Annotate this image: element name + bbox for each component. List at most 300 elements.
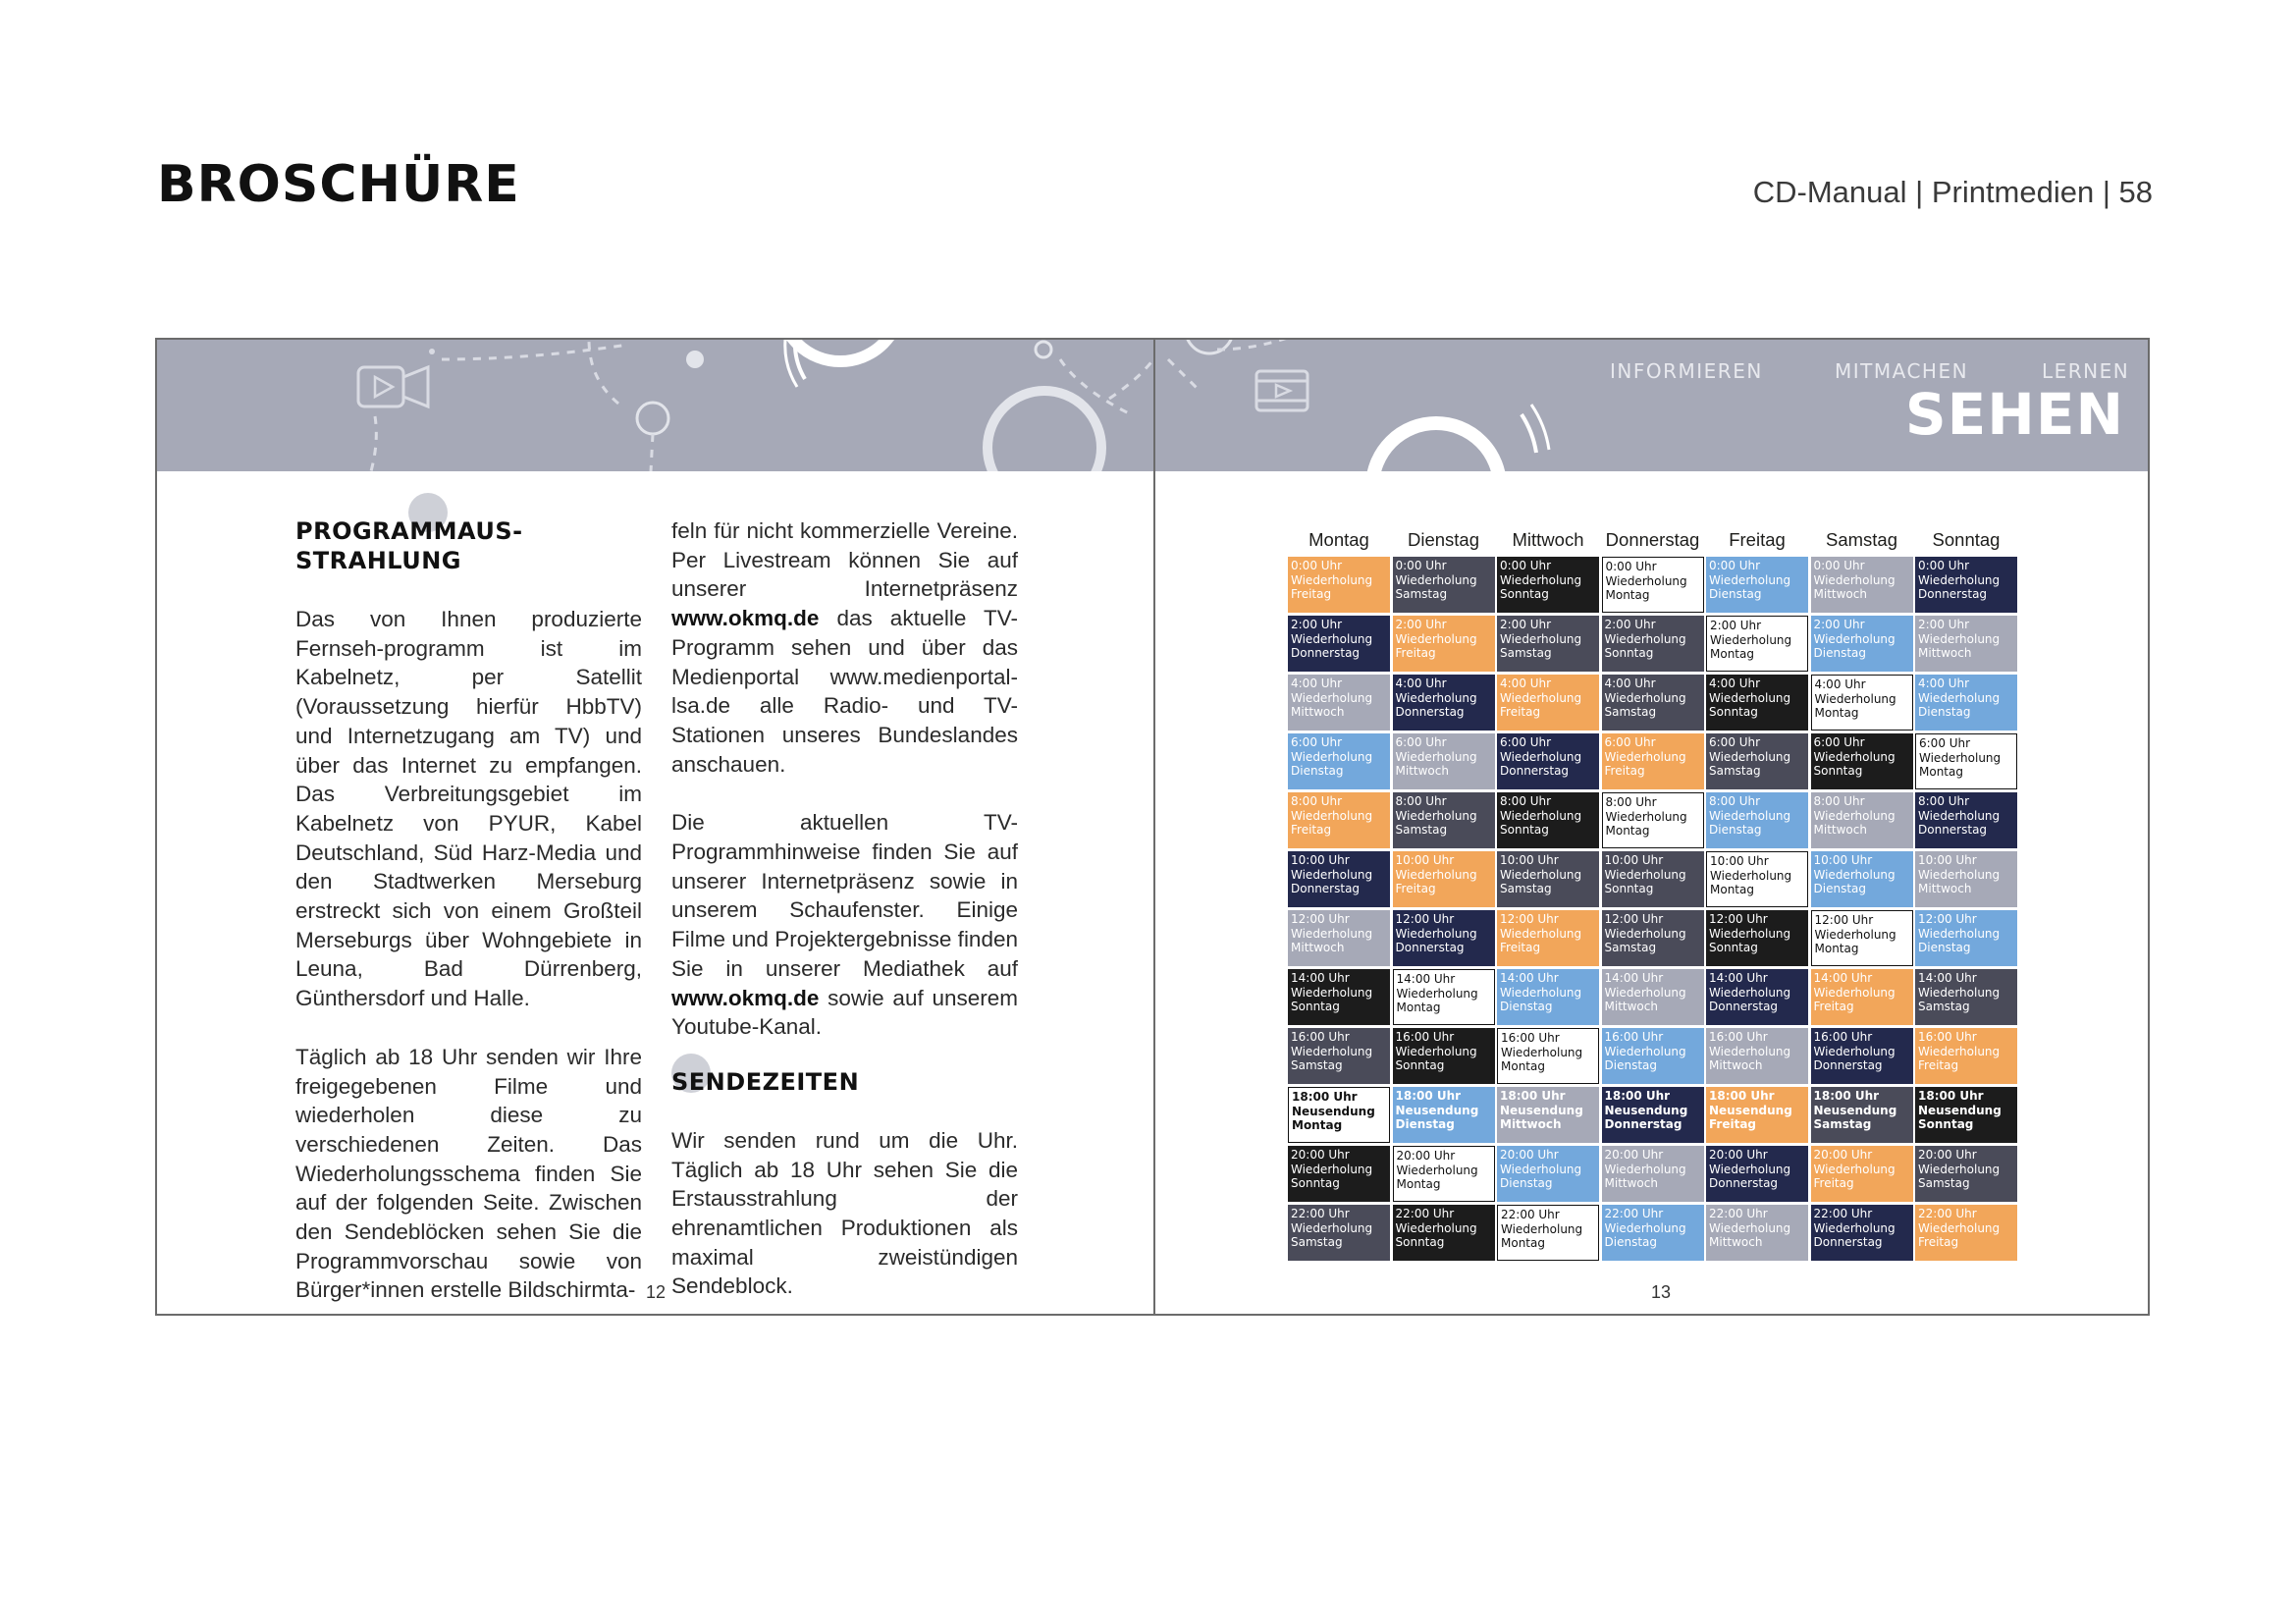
cell-day: Samstag [1500, 882, 1552, 895]
left-column-1 [295, 516, 642, 1334]
cell-time: 16:00 Uhr [1291, 1030, 1350, 1044]
schedule-cell [1288, 1146, 1390, 1202]
cell-kind: Wiederholung [1918, 1044, 2001, 1058]
schedule-cell [1811, 675, 1913, 731]
schedule-cell [1602, 1087, 1704, 1143]
schedule-cell [1706, 1146, 1808, 1202]
heading-sendezeiten [671, 1067, 1018, 1097]
cell-kind: Neusendung [1292, 1104, 1375, 1118]
cell-kind: Wiederholung [1918, 985, 2001, 1000]
schedule-cell [1288, 616, 1390, 672]
schedule-cell [1706, 1028, 1808, 1084]
cell-day: Montag [1919, 765, 1963, 779]
schedule-cell [1393, 557, 1495, 613]
cell-day: Dienstag [1291, 764, 1344, 778]
left-column-2 [671, 516, 1018, 1330]
cell-day: Samstag [1395, 587, 1448, 601]
cell-day: Samstag [1918, 1000, 1970, 1013]
cell-kind: Wiederholung [1709, 749, 1791, 764]
cell-kind: Wiederholung [1813, 631, 1896, 646]
heading-text: PROGRAMMAUS- STRAHLUNG [295, 517, 523, 574]
cell-time: 8:00 Uhr [1605, 795, 1657, 809]
cell-time: 16:00 Uhr [1395, 1030, 1455, 1044]
text: Die aktuellen TV-Programmhinweise finden Sie auf unserer Internetpräsenz sowie in unserem Schaufenster. Einige Filme und Projektergebnisse finden Sie in unserer Mediathek auf [671, 810, 1018, 981]
cell-day: Dienstag [1500, 1176, 1553, 1190]
cell-kind: Wiederholung [1604, 631, 1686, 646]
schedule-cell [1811, 1028, 1913, 1084]
cell-time: 16:00 Uhr [1918, 1030, 1977, 1044]
cell-day: Samstag [1395, 823, 1448, 837]
schedule-cell [1602, 616, 1704, 672]
schedule-cell [1497, 969, 1599, 1025]
text: sowie auf unserem Youtube-Kanal. [671, 985, 1018, 1040]
text: feln für nicht kommerzielle Vereine. Per Livestream können Sie auf unserer Internetpräsenz [671, 518, 1018, 602]
cell-kind: Wiederholung [1709, 1162, 1791, 1176]
cell-day: Sonntag [1500, 587, 1549, 601]
cell-time: 6:00 Uhr [1709, 735, 1761, 749]
cell-time: 2:00 Uhr [1918, 618, 1970, 631]
schedule-row [1288, 792, 2020, 848]
cell-time: 20:00 Uhr [1709, 1148, 1768, 1162]
cell-kind: Wiederholung [1813, 985, 1896, 1000]
cell-kind: Wiederholung [1395, 808, 1477, 823]
cell-kind: Wiederholung [1291, 690, 1373, 705]
cell-day: Freitag [1813, 1176, 1854, 1190]
cell-day: Dienstag [1604, 1058, 1657, 1072]
cell-day: Sonntag [1395, 1058, 1445, 1072]
cell-time: 20:00 Uhr [1396, 1149, 1456, 1163]
cell-day: Sonntag [1291, 1000, 1340, 1013]
schedule-cell [1602, 910, 1704, 966]
cell-kind: Wiederholung [1604, 926, 1686, 941]
cell-time: 14:00 Uhr [1709, 971, 1768, 985]
cell-day: Mittwoch [1813, 823, 1867, 837]
cell-day: Sonntag [1395, 1235, 1445, 1249]
link-okmq[interactable]: www.okmq.de [671, 606, 820, 631]
cell-time: 10:00 Uhr [1813, 853, 1873, 867]
cell-kind: Wiederholung [1291, 985, 1373, 1000]
cell-kind: Wiederholung [1500, 808, 1582, 823]
video-camera-icon [358, 367, 428, 406]
schedule-cell [1393, 1146, 1495, 1202]
cell-time: 4:00 Uhr [1291, 677, 1343, 690]
cell-kind: Wiederholung [1919, 750, 2002, 765]
cell-time: 6:00 Uhr [1500, 735, 1552, 749]
cell-time: 16:00 Uhr [1709, 1030, 1768, 1044]
cell-kind: Wiederholung [1813, 1044, 1896, 1058]
cell-day: Montag [1396, 1177, 1441, 1191]
schedule-cell [1706, 1087, 1808, 1143]
cell-kind: Wiederholung [1605, 809, 1687, 824]
cell-day: Dienstag [1918, 705, 1971, 719]
cell-day: Mittwoch [1709, 1235, 1763, 1249]
cell-time: 0:00 Uhr [1291, 559, 1343, 572]
schedule-cell [1497, 675, 1599, 731]
cell-kind: Wiederholung [1396, 986, 1478, 1001]
cell-day: Freitag [1918, 1235, 1959, 1249]
schedule-cell [1602, 1205, 1704, 1261]
schedule-cell [1811, 910, 1913, 966]
cell-kind: Wiederholung [1395, 690, 1477, 705]
cell-day: Samstag [1918, 1176, 1970, 1190]
cell-day: Mittwoch [1604, 1000, 1658, 1013]
cell-day: Mittwoch [1395, 764, 1449, 778]
cell-time: 20:00 Uhr [1604, 1148, 1664, 1162]
day-header-mittwoch: Mittwoch [1512, 529, 1584, 550]
page-meta: CD-Manual | Printmedien | 58 [1752, 175, 2153, 209]
cell-kind: Wiederholung [1291, 1044, 1373, 1058]
schedule-day-header [1288, 526, 2020, 554]
schedule-cell [1393, 910, 1495, 966]
schedule-cell [1706, 557, 1808, 613]
cell-time: 18:00 Uhr [1500, 1089, 1566, 1103]
schedule-cell [1393, 675, 1495, 731]
cell-kind: Wiederholung [1605, 573, 1687, 588]
cell-time: 16:00 Uhr [1813, 1030, 1873, 1044]
cell-time: 2:00 Uhr [1710, 619, 1762, 632]
cell-time: 12:00 Uhr [1395, 912, 1455, 926]
cell-kind: Wiederholung [1604, 690, 1686, 705]
section-title-sehen: SEHEN [1904, 381, 2124, 448]
schedule-cell [1602, 792, 1704, 848]
cell-time: 12:00 Uhr [1814, 913, 1874, 927]
cell-kind: Neusendung [1500, 1103, 1583, 1117]
schedule-row [1288, 1205, 2020, 1261]
day-header-donnerstag: Donnerstag [1605, 529, 1700, 550]
schedule-row [1288, 1146, 2020, 1202]
cell-day: Montag [1396, 1001, 1441, 1014]
schedule-cell [1288, 1028, 1390, 1084]
nav-mitmachen[interactable]: MITMACHEN [1835, 359, 1969, 383]
cell-day: Mittwoch [1291, 941, 1345, 954]
cell-kind: Wiederholung [1291, 572, 1373, 587]
schedule-cell [1288, 557, 1390, 613]
cell-time: 4:00 Uhr [1500, 677, 1552, 690]
cell-day: Sonntag [1918, 1117, 1974, 1131]
cell-time: 18:00 Uhr [1604, 1089, 1671, 1103]
schedule-row [1288, 969, 2020, 1025]
nav-informieren[interactable]: INFORMIEREN [1610, 359, 1763, 383]
cell-time: 6:00 Uhr [1291, 735, 1343, 749]
cell-day: Sonntag [1709, 941, 1758, 954]
cell-kind: Wiederholung [1918, 1162, 2001, 1176]
cell-kind: Wiederholung [1291, 1220, 1373, 1235]
schedule-cell [1288, 969, 1390, 1025]
cell-kind: Wiederholung [1604, 867, 1686, 882]
cell-day: Samstag [1291, 1235, 1343, 1249]
brochure-spread [155, 338, 2150, 1316]
schedule-cell [1706, 616, 1808, 672]
cell-time: 4:00 Uhr [1918, 677, 1970, 690]
cell-kind: Wiederholung [1709, 1220, 1791, 1235]
cell-day: Mittwoch [1291, 705, 1345, 719]
cell-kind: Wiederholung [1500, 867, 1582, 882]
schedule-cell [1915, 792, 2017, 848]
cell-time: 4:00 Uhr [1814, 677, 1866, 691]
schedule-cell [1497, 616, 1599, 672]
cell-time: 12:00 Uhr [1604, 912, 1664, 926]
schedule-cell [1393, 616, 1495, 672]
cell-time: 22:00 Uhr [1918, 1207, 1977, 1220]
cell-kind: Wiederholung [1709, 926, 1791, 941]
day-header-dienstag: Dienstag [1407, 529, 1479, 550]
cell-day: Montag [1605, 824, 1650, 838]
cell-kind: Wiederholung [1500, 1162, 1582, 1176]
cell-day: Freitag [1918, 1058, 1959, 1072]
heading-programmausstrahlung [295, 516, 642, 575]
cell-kind: Wiederholung [1291, 867, 1373, 882]
schedule-cell [1811, 1087, 1913, 1143]
schedule-cell [1706, 851, 1808, 907]
schedule-cell [1602, 1146, 1704, 1202]
cell-kind: Wiederholung [1918, 631, 2001, 646]
cell-kind: Wiederholung [1709, 808, 1791, 823]
page-number-left: 12 [646, 1282, 667, 1302]
schedule-cell [1706, 910, 1808, 966]
schedule-cell [1915, 1028, 2017, 1084]
cell-day: Freitag [1500, 705, 1541, 719]
cell-time: 20:00 Uhr [1813, 1148, 1873, 1162]
schedule-cell [1915, 1146, 2017, 1202]
schedule-cell [1393, 1087, 1495, 1143]
schedule-cell [1288, 733, 1390, 789]
cell-time: 12:00 Uhr [1918, 912, 1977, 926]
cell-day: Samstag [1291, 1058, 1343, 1072]
schedule-cell [1497, 733, 1599, 789]
cell-kind: Wiederholung [1396, 1163, 1478, 1177]
schedule-cell [1811, 1146, 1913, 1202]
cell-kind: Wiederholung [1395, 1044, 1477, 1058]
cell-kind: Wiederholung [1501, 1221, 1583, 1236]
cell-kind: Wiederholung [1604, 1044, 1686, 1058]
cell-time: 4:00 Uhr [1709, 677, 1761, 690]
cell-day: Mittwoch [1709, 1058, 1763, 1072]
schedule-cell [1288, 792, 1390, 848]
cell-kind: Wiederholung [1395, 926, 1477, 941]
cell-kind: Neusendung [1604, 1103, 1688, 1117]
cell-time: 0:00 Uhr [1605, 560, 1657, 573]
cell-day: Samstag [1813, 1117, 1872, 1131]
cell-day: Dienstag [1709, 587, 1762, 601]
cell-time: 4:00 Uhr [1395, 677, 1447, 690]
cell-day: Samstag [1604, 705, 1657, 719]
paragraph-verbreitung: Das von Ihnen produzierte Fernseh-programm ist im Kabelnetz, per Satellit (Voraussetzung hierfür HbbTV) und Internetzugang am TV) und über das Internet zu empfangen. Das Verbreitungsgebiet im Kabelnetz von PYUR, Kabel Deutschland, Süd Harz-Media und den Stadtwerken Merseburg erstreckt sich von einem Großteil Merseburgs über Wohngebiete in Leuna, Bad Dürrenberg, Günthersdorf und Halle. [295, 607, 642, 1011]
cell-kind: Wiederholung [1918, 572, 2001, 587]
schedule-cell [1706, 1205, 1808, 1261]
cell-day: Donnerstag [1918, 823, 1988, 837]
schedule-cell [1811, 616, 1913, 672]
cell-kind: Wiederholung [1395, 749, 1477, 764]
cell-kind: Wiederholung [1395, 1220, 1477, 1235]
cell-time: 2:00 Uhr [1500, 618, 1552, 631]
paragraph-livestream [671, 516, 1018, 779]
cell-kind: Wiederholung [1395, 572, 1477, 587]
cell-day: Donnerstag [1813, 1058, 1883, 1072]
schedule-cell [1288, 1205, 1390, 1261]
cell-day: Freitag [1813, 1000, 1854, 1013]
schedule-cell [1497, 1146, 1599, 1202]
cell-time: 20:00 Uhr [1500, 1148, 1559, 1162]
cell-day: Dienstag [1500, 1000, 1553, 1013]
cell-time: 8:00 Uhr [1500, 794, 1552, 808]
schedule-cell [1288, 851, 1390, 907]
cell-time: 20:00 Uhr [1918, 1148, 1977, 1162]
cell-day: Samstag [1500, 646, 1552, 660]
cell-day: Dienstag [1813, 646, 1866, 660]
cell-kind: Neusendung [1813, 1103, 1897, 1117]
day-header-freitag: Freitag [1729, 529, 1786, 550]
cell-day: Montag [1501, 1236, 1545, 1250]
cell-kind: Wiederholung [1501, 1045, 1583, 1059]
cell-kind: Wiederholung [1709, 985, 1791, 1000]
cell-kind: Wiederholung [1814, 927, 1896, 942]
cell-day: Sonntag [1813, 764, 1863, 778]
cell-kind: Wiederholung [1395, 867, 1477, 882]
schedule-cell [1393, 733, 1495, 789]
cell-kind: Wiederholung [1813, 808, 1896, 823]
cell-kind: Wiederholung [1500, 749, 1582, 764]
cell-time: 18:00 Uhr [1709, 1089, 1775, 1103]
page-title: BROSCHÜRE [157, 155, 520, 214]
cell-time: 22:00 Uhr [1604, 1207, 1664, 1220]
schedule-cell [1497, 557, 1599, 613]
cell-kind: Wiederholung [1291, 631, 1373, 646]
cell-day: Donnerstag [1500, 764, 1570, 778]
cell-day: Montag [1814, 706, 1859, 720]
schedule-row [1288, 1087, 2020, 1143]
text: das aktuelle TV-Programm sehen und über das Medienportal www.medienportal-lsa.de alle Radio- und TV-Stationen unseres Bundeslandes anschauen. [671, 606, 1018, 777]
schedule-cell [1602, 557, 1704, 613]
schedule-cell [1288, 910, 1390, 966]
cell-kind: Wiederholung [1291, 749, 1373, 764]
cell-day: Freitag [1395, 882, 1436, 895]
cell-time: 2:00 Uhr [1395, 618, 1447, 631]
cell-day: Sonntag [1604, 646, 1654, 660]
schedule-cell [1706, 969, 1808, 1025]
paragraph-sendezeiten: Wir senden rund um die Uhr. Täglich ab 18 Uhr sehen Sie die Erstausstrahlung der ehrenamtlichen Produktionen als maximal zweistündigen Sendeblock. [671, 1127, 1018, 1299]
cell-kind: Wiederholung [1709, 690, 1791, 705]
cell-day: Freitag [1604, 764, 1645, 778]
cell-day: Montag [1292, 1118, 1343, 1132]
nav-lernen[interactable]: LERNEN [2042, 359, 2130, 383]
cell-time: 14:00 Uhr [1500, 971, 1559, 985]
cell-day: Donnerstag [1291, 882, 1361, 895]
cell-kind: Wiederholung [1500, 572, 1582, 587]
schedule-cell [1393, 969, 1495, 1025]
schedule-cell [1706, 792, 1808, 848]
schedule-cell [1915, 557, 2017, 613]
schedule-cell [1497, 792, 1599, 848]
cell-time: 0:00 Uhr [1813, 559, 1865, 572]
paragraph-programmhinweise [671, 808, 1018, 1042]
cell-day: Freitag [1500, 941, 1541, 954]
cell-day: Donnerstag [1709, 1176, 1779, 1190]
cell-kind: Neusendung [1918, 1103, 2002, 1117]
cell-time: 0:00 Uhr [1395, 559, 1447, 572]
schedule-cell [1393, 851, 1495, 907]
cell-time: 8:00 Uhr [1709, 794, 1761, 808]
schedule-cell [1915, 1087, 2017, 1143]
cell-time: 10:00 Uhr [1395, 853, 1455, 867]
cell-kind: Wiederholung [1709, 572, 1791, 587]
schedule-cell [1915, 851, 2017, 907]
cell-time: 10:00 Uhr [1710, 854, 1769, 868]
film-strip-icon [1256, 371, 1308, 410]
cell-kind: Wiederholung [1604, 749, 1686, 764]
cell-time: 14:00 Uhr [1396, 972, 1456, 986]
cell-day: Freitag [1709, 1117, 1757, 1131]
cell-day: Dienstag [1813, 882, 1866, 895]
cell-day: Dienstag [1709, 823, 1762, 837]
cell-time: 18:00 Uhr [1292, 1090, 1358, 1104]
schedule-row [1288, 557, 2020, 613]
schedule-row [1288, 675, 2020, 731]
cell-time: 8:00 Uhr [1291, 794, 1343, 808]
cell-time: 22:00 Uhr [1291, 1207, 1350, 1220]
cell-time: 16:00 Uhr [1604, 1030, 1664, 1044]
cell-time: 16:00 Uhr [1501, 1031, 1560, 1045]
cell-time: 12:00 Uhr [1500, 912, 1559, 926]
schedule-cell [1706, 733, 1808, 789]
cell-time: 10:00 Uhr [1918, 853, 1977, 867]
cell-time: 8:00 Uhr [1918, 794, 1970, 808]
cell-day: Freitag [1291, 587, 1332, 601]
cell-kind: Wiederholung [1291, 1162, 1373, 1176]
cell-kind: Wiederholung [1291, 808, 1373, 823]
schedule-cell [1811, 557, 1913, 613]
cell-day: Montag [1710, 883, 1754, 896]
day-header-samstag: Samstag [1825, 529, 1897, 550]
schedule-cell [1915, 969, 2017, 1025]
schedule-row [1288, 616, 2020, 672]
page-divider [1153, 340, 1155, 1314]
cell-kind: Wiederholung [1500, 631, 1582, 646]
cell-day: Montag [1605, 588, 1650, 602]
cell-kind: Neusendung [1395, 1103, 1479, 1117]
schedule-cell [1393, 1028, 1495, 1084]
cell-time: 14:00 Uhr [1918, 971, 1977, 985]
cell-day: Donnerstag [1395, 705, 1465, 719]
cell-time: 4:00 Uhr [1604, 677, 1656, 690]
schedule-cell [1288, 675, 1390, 731]
cell-time: 18:00 Uhr [1813, 1089, 1880, 1103]
cell-kind: Wiederholung [1813, 572, 1896, 587]
schedule-cell [1393, 792, 1495, 848]
cell-kind: Wiederholung [1813, 1162, 1896, 1176]
schedule-cell [1497, 1028, 1599, 1084]
cell-day: Donnerstag [1709, 1000, 1779, 1013]
schedule-cell [1393, 1205, 1495, 1261]
schedule-cell [1497, 1205, 1599, 1261]
cell-kind: Wiederholung [1500, 690, 1582, 705]
cell-kind: Wiederholung [1813, 1220, 1896, 1235]
link-okmq-mediathek[interactable]: www.okmq.de [671, 985, 820, 1010]
cell-kind: Wiederholung [1918, 926, 2001, 941]
schedule-cell [1811, 969, 1913, 1025]
cell-day: Freitag [1395, 646, 1436, 660]
cell-kind: Wiederholung [1604, 1162, 1686, 1176]
cell-day: Donnerstag [1395, 941, 1465, 954]
cell-day: Freitag [1291, 823, 1332, 837]
cell-kind: Wiederholung [1500, 926, 1582, 941]
cell-time: 14:00 Uhr [1291, 971, 1350, 985]
day-header-sonntag: Sonntag [1932, 529, 2001, 550]
cell-time: 2:00 Uhr [1291, 618, 1343, 631]
cell-kind: Neusendung [1709, 1103, 1792, 1117]
schedule-grid [1288, 526, 2020, 1261]
schedule-cell [1602, 1028, 1704, 1084]
cell-kind: Wiederholung [1709, 1044, 1791, 1058]
